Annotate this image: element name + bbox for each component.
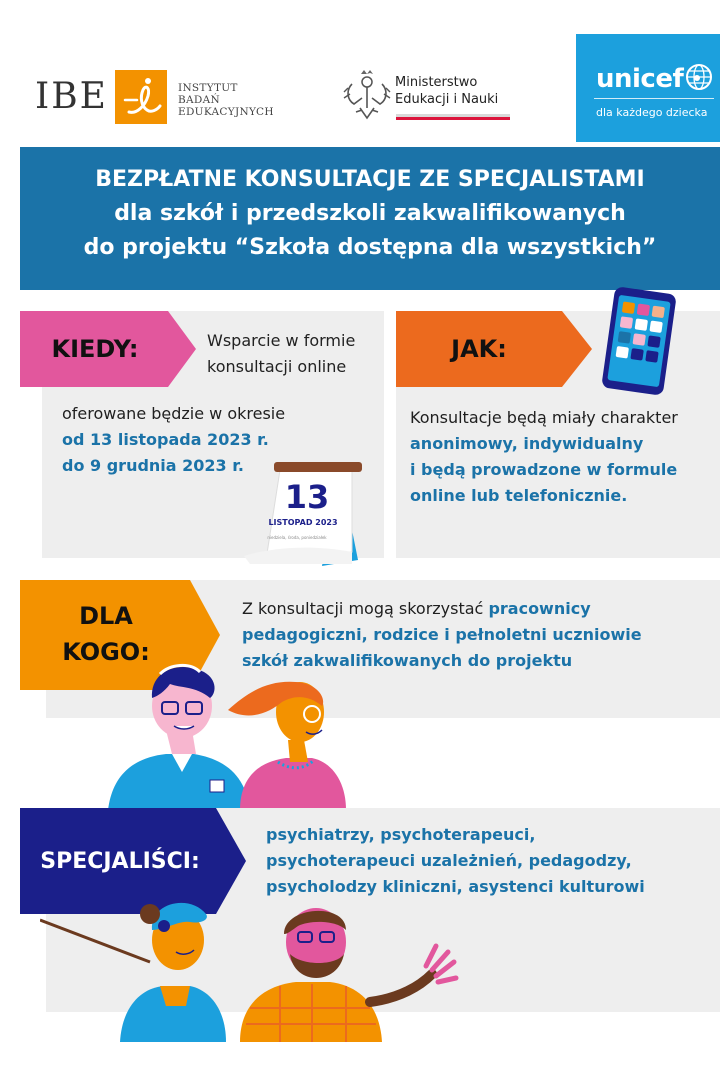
specjalisci-tag: SPECJALIŚCI:: [40, 848, 200, 874]
specjalisci-line: psychoterapeuci uzależnień, pedagodzy,: [266, 851, 632, 870]
ministry-line: Edukacji i Nauki: [395, 92, 499, 107]
calendar-year: 2023: [315, 518, 338, 527]
kiedy-date-to: do 9 grudnia 2023 r.: [62, 456, 244, 475]
dla-kogo-highlight-line: szkół zakwalifikowanych do projektu: [242, 651, 573, 670]
jak-tag: JAK:: [451, 335, 507, 363]
specialists-illustration: [40, 890, 480, 1042]
jak-text-line: Konsultacje będą miały charakter: [410, 408, 678, 427]
calendar-footer: niedziela, środa, poniedziałek: [267, 535, 327, 540]
banner-line: dla szkół i przedszkoli zakwalifikowanych: [114, 201, 626, 226]
kiedy-text-line: oferowane będzie w okresie: [62, 404, 286, 423]
people-illustration: [100, 650, 360, 810]
dla-kogo-tag-line: KOGO:: [62, 638, 150, 666]
banner-line: do projektu “Szkoła dostępna dla wszystkich”: [83, 235, 657, 260]
kiedy-intro-line: konsultacji online: [207, 357, 347, 376]
jak-text: [410, 405, 678, 509]
jak-highlight-line: anonimowy, indywidualny: [410, 434, 644, 453]
ibe-logo-icon: [115, 70, 167, 124]
jak-highlight-line: online lub telefonicznie.: [410, 486, 628, 505]
kiedy-date-from: od 13 listopada 2023 r.: [62, 430, 269, 449]
title-banner-text: [20, 163, 720, 265]
ibe-logo-mark: IBE: [35, 76, 108, 117]
calendar-month-year: [262, 518, 344, 527]
calendar-day: 13: [284, 478, 330, 516]
ministry-logo-text: [395, 74, 498, 108]
polish-flag-stripe: [396, 114, 510, 120]
specjalisci-line: psychiatrzy, psychoterapeuci,: [266, 825, 536, 844]
ibe-name-line: EDUKACYJNYCH: [178, 106, 274, 118]
kiedy-tag: KIEDY:: [51, 335, 139, 363]
unicef-logo-text: [596, 64, 683, 94]
dla-kogo-line1: [242, 596, 642, 622]
dla-kogo-highlight: pracownicy: [488, 599, 591, 618]
unicef-divider: [594, 98, 714, 99]
unicef-globe-icon: [684, 62, 714, 92]
calendar-month: LISTOPAD: [268, 518, 313, 527]
specjalisci-list: [266, 822, 645, 900]
polish-eagle-icon: [342, 68, 392, 122]
banner-line: BEZPŁATNE KONSULTACJE ZE SPECJALISTAMI: [95, 167, 645, 192]
smartphone-icon: [596, 284, 682, 398]
dla-kogo-tag-line: DLA: [79, 602, 133, 630]
unicef-wordmark: unicef: [596, 64, 684, 94]
unicef-tagline: dla każdego dziecka: [596, 106, 708, 119]
dla-kogo-highlight-line: pedagogiczni, rodzice i pełnoletni uczniowie: [242, 625, 642, 644]
ibe-logo-text: [178, 82, 274, 118]
ibe-name-line: INSTYTUT: [178, 82, 238, 94]
dla-kogo-plain: Z konsultacji mogą skorzystać: [242, 599, 489, 618]
ministry-line: Ministerstwo: [395, 75, 478, 90]
ibe-name-line: BADAŃ: [178, 94, 220, 106]
jak-highlight-line: i będą prowadzone w formule: [410, 460, 678, 479]
specjalisci-line: psycholodzy kliniczni, asystenci kulturowi: [266, 877, 645, 896]
kiedy-intro: [207, 328, 355, 380]
kiedy-intro-line: Wsparcie w formie: [207, 331, 356, 350]
